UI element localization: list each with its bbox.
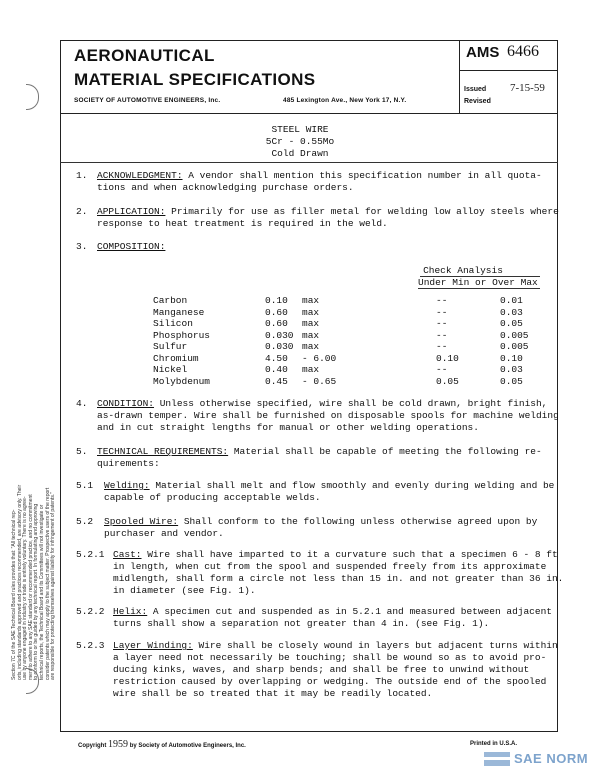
check-over: 0.005	[500, 329, 529, 341]
section-5-2-1-number: 5.2.1	[76, 549, 105, 560]
sidebar-line-3: use by anyone engaged in industry or trade is entirely voluntary. There is no agree-	[22, 496, 29, 680]
section-5-2-3-line-4: restriction caused by overlapping or wedging. The outside end of the spooled	[113, 676, 547, 687]
element-limit: max	[302, 329, 320, 341]
section-5-2	[104, 516, 537, 528]
section-5-line-2: quirements:	[97, 458, 160, 469]
element-name: Silicon	[153, 318, 193, 329]
check-over: 0.005	[500, 341, 529, 352]
sidebar-line-5: to conform to or be guided by any technical report. In formulating and approving	[33, 503, 40, 680]
sidebar-line-8: are responsible for protecting themselves against liability for infringement of patents."	[50, 492, 57, 680]
sae-logo-icon	[484, 748, 510, 770]
copyright-by: by Society of Automotive Engineers, Inc.	[129, 743, 246, 749]
section-5-2-1	[113, 549, 558, 561]
header-divider	[60, 113, 558, 114]
section-2-number: 2.	[76, 206, 88, 217]
element-value: 4.50	[265, 352, 288, 364]
ams-box	[459, 40, 558, 113]
section-5-2-line-2: purchaser and vendor.	[104, 528, 224, 539]
ams-label: AMS	[466, 44, 500, 61]
section-5-2-2	[113, 606, 552, 618]
element-value: 0.40	[265, 364, 288, 375]
section-5-2-1-line-3: midlength, shall form a circle not less than 15 in. and not greater than 36 in.	[113, 573, 564, 584]
section-5-2-2-line-2: turns shall show a separation not greater than 4 in. (see Fig. 1).	[113, 618, 490, 629]
title-line-2: MATERIAL SPECIFICATIONS	[74, 70, 316, 89]
copyright-label: Copyright	[78, 743, 107, 749]
element-limit: max	[302, 341, 320, 352]
printed-in: Printed in U.S.A.	[470, 741, 518, 747]
section-1-heading: ACKNOWLEDGMENT:	[97, 170, 183, 181]
check-over: 0.05	[500, 375, 523, 387]
element-name: Molybdenum	[153, 375, 211, 387]
section-5-1	[104, 480, 554, 492]
section-4-text: Unless otherwise specified, wire shall be cold drawn, bright finish,	[159, 398, 548, 409]
ams-number: 6466	[507, 43, 539, 60]
check-analysis-subrule	[418, 288, 540, 289]
section-5-2-1-line-4: in diameter (see Fig. 1).	[113, 585, 256, 596]
check-under: --	[436, 341, 448, 352]
element-name: Chromium	[153, 352, 199, 364]
section-5-2-3-number: 5.2.3	[76, 640, 105, 651]
section-5-1-number: 5.1	[76, 480, 94, 491]
section-5-2-3	[113, 640, 558, 652]
element-value: 0.60	[265, 318, 288, 329]
title-line-1: AERONAUTICAL	[74, 46, 215, 65]
check-under: --	[436, 318, 448, 329]
section-4-heading: CONDITION:	[97, 398, 155, 409]
society-name: SOCIETY OF AUTOMOTIVE ENGINEERS, Inc.	[74, 97, 221, 104]
material-divider	[60, 162, 558, 163]
section-5-1-heading: Welding:	[104, 480, 150, 491]
material-line-2: 5Cr - 0.55Mo	[265, 136, 335, 147]
element-limit: max	[302, 364, 320, 375]
sidebar-line-6: technical reports, the Technical Board and its Committees will not investigate or	[38, 504, 45, 680]
check-under: --	[436, 295, 448, 306]
check-over: 0.03	[500, 364, 523, 375]
section-4-line-2: as-drawn temper. Wire shall be furnished on disposable spools for machine welding	[97, 410, 559, 421]
section-1-line-2: tions and when acknowledging purchase orders.	[97, 182, 354, 193]
section-1	[97, 170, 542, 182]
society-address: 485 Lexington Ave., New York 17, N.Y.	[283, 97, 407, 104]
element-name: Sulfur	[153, 341, 188, 352]
copyright-year: 1959	[108, 739, 129, 750]
section-2-text: Primarily for use as filler metal for welding low alloy steels where	[171, 206, 559, 217]
check-over: 0.05	[500, 318, 523, 329]
section-3-heading: COMPOSITION:	[97, 241, 166, 252]
section-1-text: A vendor shall mention this specification number in all quota-	[188, 170, 542, 181]
section-5-number: 5.	[76, 446, 88, 457]
check-analysis-title: Check Analysis	[423, 265, 503, 276]
element-value: 0.030	[265, 341, 294, 352]
section-5-2-1-heading: Cast:	[113, 549, 142, 560]
material-line-3: Cold Drawn	[271, 148, 329, 159]
check-over: 0.10	[500, 352, 523, 364]
element-value: 0.030	[265, 329, 294, 341]
section-1-number: 1.	[76, 170, 88, 181]
watermark-logo	[484, 748, 594, 770]
element-name: Nickel	[153, 364, 188, 375]
section-5-2-heading: Spooled Wire:	[104, 516, 179, 527]
check-under: 0.05	[436, 375, 459, 387]
element-limit: - 6.00	[302, 352, 337, 364]
section-5-2-1-text: Wire shall have imparted to it a curvature such that a specimen 6 - 8 ft	[147, 549, 558, 560]
issued-label: Issued	[464, 86, 487, 93]
sidebar-line-7: consider patents which may apply to the subject matter. Prospective users of the report	[44, 487, 51, 680]
check-under: 0.10	[436, 352, 459, 364]
section-5-2-3-line-3: ducing kinks, waves, and sharp bends; and shall be free to unwind without	[113, 664, 530, 675]
section-2-heading: APPLICATION:	[97, 206, 166, 217]
copyright	[78, 739, 246, 750]
section-2	[97, 206, 559, 218]
section-5-2-3-line-5: wire shall be so treated that it may be readily located.	[113, 688, 433, 699]
section-4-number: 4.	[76, 398, 88, 409]
section-5-1-text: Material shall melt and flow smoothly and evenly during welding and be	[155, 480, 555, 491]
check-under: --	[436, 364, 448, 375]
section-5-2-number: 5.2	[76, 516, 94, 527]
section-5-2-3-heading: Layer Winding:	[113, 640, 193, 651]
check-analysis-subtitle: Under Min or Over Max	[418, 277, 538, 288]
sidebar-disclaimer	[12, 485, 57, 680]
section-5-2-1-line-2: in length, when cut from the spool and suspended freely from its approximate	[113, 561, 547, 572]
revised-label: Revised	[464, 98, 491, 105]
element-limit: max	[302, 295, 320, 306]
section-5-2-text: Shall conform to the following unless otherwise agreed upon by	[183, 516, 538, 527]
element-value: 0.60	[265, 306, 288, 318]
element-name: Manganese	[153, 306, 205, 318]
sidebar-line-4: ment to adhere to any SAE standard or recommended practice, and no commitment	[27, 494, 34, 680]
section-4-line-3: and in cut straight lengths for manual or other welding operations.	[97, 422, 479, 433]
element-limit: - 0.65	[302, 375, 337, 387]
material-line-1: STEEL WIRE	[271, 124, 329, 135]
section-5-2-3-text: Wire shall be closely wound in layers but adjacent turns within	[198, 640, 558, 651]
element-value: 0.10	[265, 295, 288, 306]
element-limit: max	[302, 318, 320, 329]
issued-date: 7-15-59	[510, 82, 545, 94]
sidebar-line-1: Section 7C of the SAE Technical Board rules provides that: "All technical rep-	[11, 509, 17, 680]
element-name: Phosphorus	[153, 329, 211, 341]
check-over: 0.01	[500, 295, 523, 306]
section-5-2-2-text: A specimen cut and suspended as in 5.2.1 and measured between adjacent	[152, 606, 552, 617]
element-name: Carbon	[153, 295, 188, 306]
section-5-2-2-heading: Helix:	[113, 606, 148, 617]
element-value: 0.45	[265, 375, 288, 387]
section-5	[97, 446, 542, 458]
check-over: 0.03	[500, 306, 523, 318]
watermark-text: SAE NORM	[514, 751, 589, 766]
element-limit: max	[302, 306, 320, 318]
sidebar-line-2: orts, including standards approved and practices recommended, are advisory only. Their	[16, 484, 23, 680]
check-under: --	[436, 306, 448, 318]
section-5-text: Material shall be capable of meeting the following re-	[233, 446, 542, 457]
section-5-heading: TECHNICAL REQUIREMENTS:	[97, 446, 229, 457]
section-2-line-2: response to heat treatment is required in the weld.	[97, 218, 388, 229]
section-5-2-2-number: 5.2.2	[76, 606, 105, 617]
section-5-2-3-line-2: a layer need not necessarily be touching; shall be wound so as to avoid pro-	[113, 652, 547, 663]
check-under: --	[436, 329, 448, 341]
punch-hole-top	[26, 84, 39, 110]
section-4	[97, 398, 547, 410]
section-3-number: 3.	[76, 241, 88, 252]
ams-divider	[460, 70, 557, 71]
section-5-1-line-2: capable of producing acceptable welds.	[104, 492, 321, 503]
